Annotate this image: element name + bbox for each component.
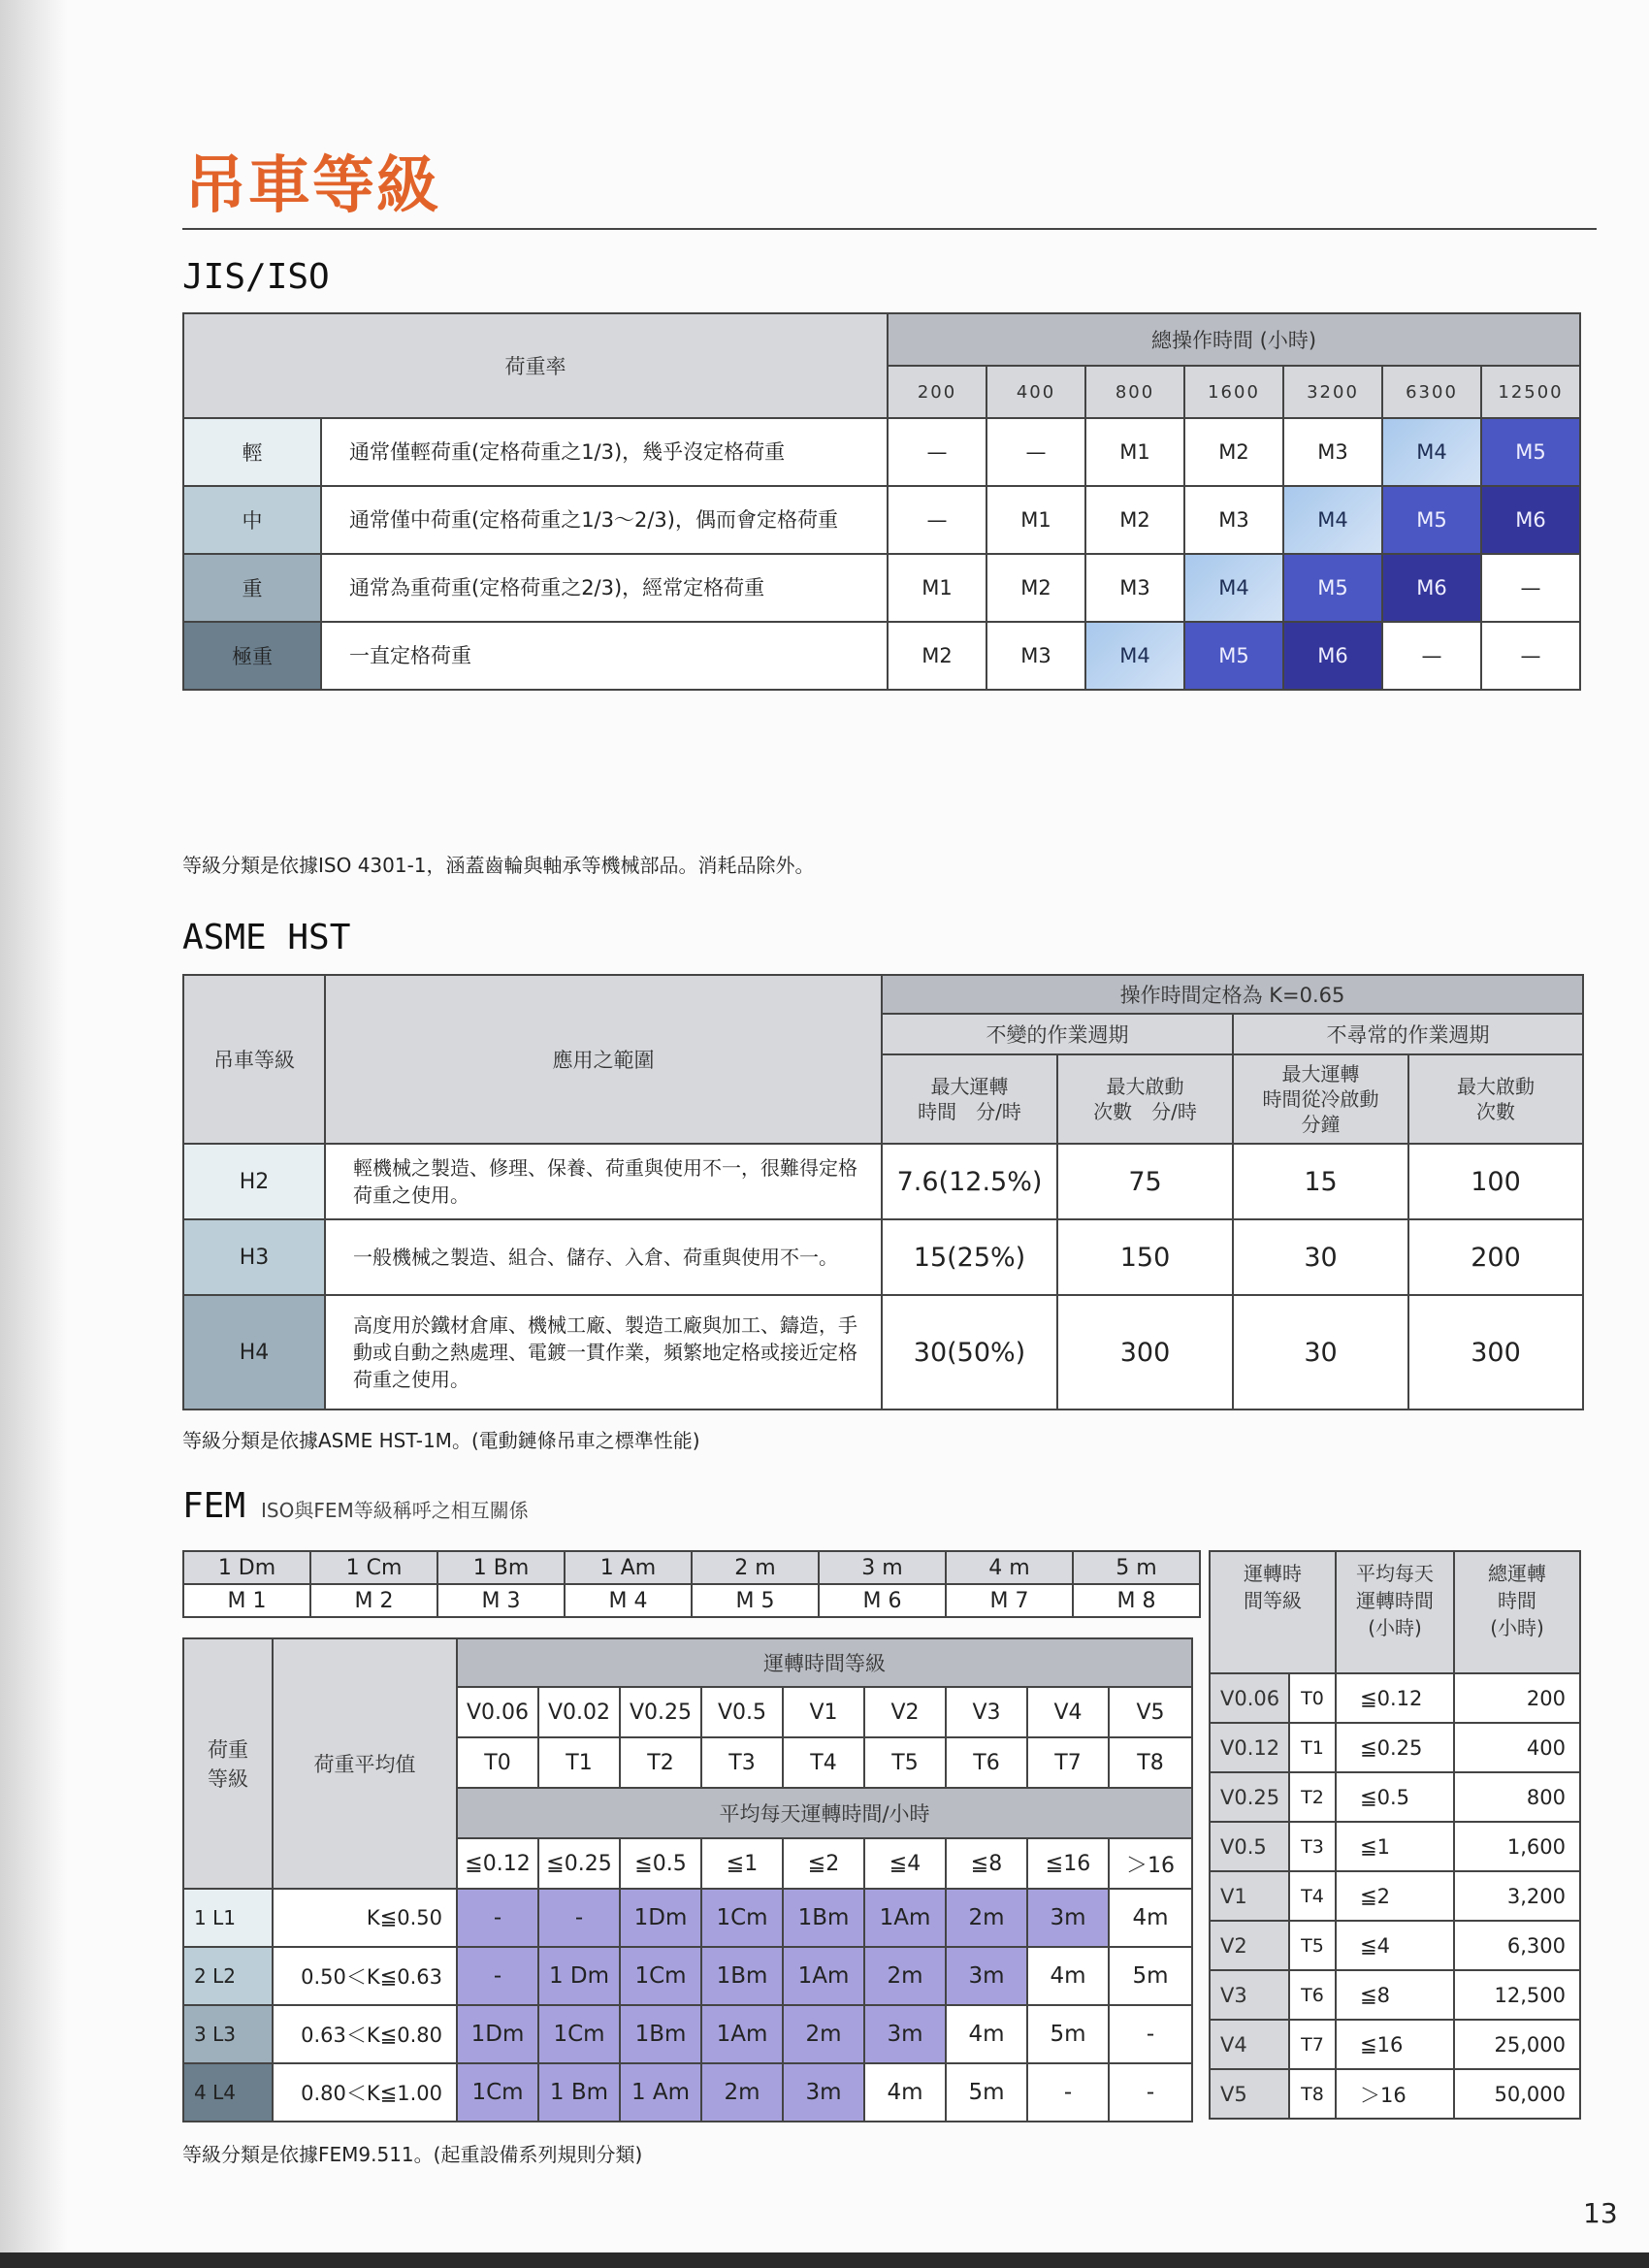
- run-class-t-cell: T8: [1109, 1737, 1192, 1788]
- fem-subheading: ISO與FEM等級稱呼之相互關係: [261, 1499, 529, 1522]
- run-avg-cell: ≦4: [1336, 1921, 1454, 1970]
- grade-cell: M6: [1382, 554, 1481, 622]
- run-v-cell: V1: [1210, 1871, 1289, 1921]
- daily-hours-cell: ≦1: [701, 1838, 783, 1889]
- fem-grade-cell: 2m: [783, 2005, 864, 2063]
- asme-value-cell: 200: [1408, 1219, 1583, 1295]
- irregular-cycle-header: 不尋常的作業週期: [1233, 1014, 1583, 1054]
- run-class-row: [1210, 1723, 1580, 1772]
- run-v-cell: V2: [1210, 1921, 1289, 1970]
- grade-cell: M2: [1184, 418, 1283, 486]
- run-total-cell: 1,600: [1454, 1822, 1580, 1871]
- run-avg-cell: ≦0.12: [1336, 1673, 1454, 1723]
- run-v-cell: V0.25: [1210, 1772, 1289, 1822]
- hour-col-header: 3200: [1283, 366, 1382, 418]
- grade-cell: M4: [1382, 418, 1481, 486]
- asme-value-cell: 300: [1408, 1295, 1583, 1409]
- grade-cell: —: [888, 486, 986, 554]
- run-class-row: [1210, 2020, 1580, 2069]
- hour-col-header: 12500: [1481, 366, 1580, 418]
- fem-iso-mapping-table: [182, 1550, 1201, 1618]
- fem-class-cell: 5 m: [1073, 1551, 1200, 1584]
- asme-value-cell: 75: [1057, 1144, 1233, 1219]
- fem-load-range-cell: 0.80＜K≦1.00: [273, 2063, 457, 2122]
- fem-class-cell: 1 Dm: [183, 1551, 310, 1584]
- asme-value-cell: 100: [1408, 1144, 1583, 1219]
- asme-application-cell: 一般機械之製造、組合、儲存、入倉、荷重與使用不一。: [325, 1219, 882, 1295]
- iso-class-cell: M 4: [565, 1584, 692, 1617]
- fem-grade-cell: 3m: [783, 2063, 864, 2122]
- grade-cell: M2: [986, 554, 1085, 622]
- iso-class-cell: M 7: [946, 1584, 1073, 1617]
- fem-grade-cell: 1Bm: [620, 2005, 701, 2063]
- page-title: 吊車等級: [184, 150, 440, 222]
- run-v-cell: V4: [1210, 2020, 1289, 2069]
- run-class-t-cell: T0: [457, 1737, 538, 1788]
- run-class-v-cell: V3: [946, 1687, 1027, 1737]
- fem-load-grade-cell: 1 L1: [183, 1889, 273, 1947]
- avg-daily-run-header: 平均每天 運轉時間 (小時): [1336, 1551, 1454, 1673]
- fem-grade-cell: 5m: [1027, 2005, 1109, 2063]
- fem-class-cell: 4 m: [946, 1551, 1073, 1584]
- fem-grade-cell: 3m: [946, 1947, 1027, 2005]
- run-total-cell: 800: [1454, 1772, 1580, 1822]
- run-class-v-cell: V0.25: [620, 1687, 701, 1737]
- jis-heading: JIS/ISO: [182, 257, 330, 297]
- run-avg-cell: ≦8: [1336, 1970, 1454, 2020]
- fem-grade-cell: 3m: [864, 2005, 946, 2063]
- hour-col-header: 1600: [1184, 366, 1283, 418]
- fem-grade-cell: 1Bm: [701, 1947, 783, 2005]
- grade-cell: —: [888, 418, 986, 486]
- asme-value-cell: 150: [1057, 1219, 1233, 1295]
- fem-grade-cell: 1Am: [864, 1889, 946, 1947]
- load-description: 一直定格荷重: [321, 622, 888, 690]
- run-t-cell: T8: [1289, 2069, 1336, 2119]
- grade-cell: M4: [1085, 622, 1184, 690]
- hour-col-header: 400: [986, 366, 1085, 418]
- fem-class-cell: 1 Cm: [310, 1551, 437, 1584]
- iso-class-cell: M 2: [310, 1584, 437, 1617]
- grade-cell: M1: [1085, 418, 1184, 486]
- grade-cell: M3: [1184, 486, 1283, 554]
- run-total-cell: 50,000: [1454, 2069, 1580, 2119]
- fem-grade-cell: 1Cm: [620, 1947, 701, 2005]
- grade-cell: —: [1481, 622, 1580, 690]
- grade-cell: M4: [1283, 486, 1382, 554]
- fem-load-grade-cell: 3 L3: [183, 2005, 273, 2063]
- grade-cell: M2: [888, 622, 986, 690]
- total-hours-header: 總操作時間 (小時): [888, 313, 1580, 366]
- fem-grade-cell: 1Am: [701, 2005, 783, 2063]
- run-class-t-cell: T2: [620, 1737, 701, 1788]
- load-rate-header: 荷重率: [183, 313, 888, 418]
- run-v-cell: V0.5: [1210, 1822, 1289, 1871]
- run-avg-cell: ≦1: [1336, 1822, 1454, 1871]
- asme-value-cell: 30(50%): [882, 1295, 1057, 1409]
- fem-grade-cell: 5m: [946, 2063, 1027, 2122]
- asme-subheader: 最大啟動 次數 分/時: [1057, 1054, 1233, 1144]
- run-class-row: [1210, 1772, 1580, 1822]
- daily-hours-cell: ≦2: [783, 1838, 864, 1889]
- run-class-v-cell: V1: [783, 1687, 864, 1737]
- grade-cell: M6: [1481, 486, 1580, 554]
- fem-grade-cell: 1 Am: [620, 2063, 701, 2122]
- run-v-cell: V5: [1210, 2069, 1289, 2119]
- asme-value-cell: 15(25%): [882, 1219, 1057, 1295]
- fem-grade-cell: 1 Bm: [538, 2063, 620, 2122]
- fem-grade-cell: 2m: [864, 1947, 946, 2005]
- run-avg-cell: ＞16: [1336, 2069, 1454, 2119]
- iso-class-cell: M 5: [692, 1584, 819, 1617]
- jis-row: [183, 622, 1580, 690]
- run-class-row: [1210, 2069, 1580, 2119]
- constant-cycle-header: 不變的作業週期: [882, 1014, 1233, 1054]
- run-class-row: [1210, 1822, 1580, 1871]
- asme-grade-cell: H3: [183, 1219, 325, 1295]
- asme-note: 等級分類是依據ASME HST-1M。(電動鏈條吊車之標準性能): [182, 1429, 700, 1452]
- run-t-cell: T4: [1289, 1871, 1336, 1921]
- daily-hours-cell: ≦0.25: [538, 1838, 620, 1889]
- asme-value-cell: 7.6(12.5%): [882, 1144, 1057, 1219]
- daily-hours-cell: ≦4: [864, 1838, 946, 1889]
- run-t-cell: T7: [1289, 2020, 1336, 2069]
- fem-grade-cell: 1Dm: [620, 1889, 701, 1947]
- asme-heading: ASME HST: [182, 918, 351, 957]
- asme-grade-header: 吊車等級: [183, 975, 325, 1144]
- page-number: 13: [1583, 2197, 1618, 2229]
- grade-cell: M5: [1283, 554, 1382, 622]
- asme-row: [183, 1144, 1583, 1219]
- asme-subheader: 最大運轉 時間從冷啟動 分鐘: [1233, 1054, 1408, 1144]
- daily-hours-cell: ＞16: [1109, 1838, 1192, 1889]
- fem-grade-cell: 4m: [864, 2063, 946, 2122]
- title-divider: [182, 228, 1597, 230]
- asme-value-cell: 30: [1233, 1219, 1408, 1295]
- run-avg-cell: ≦2: [1336, 1871, 1454, 1921]
- fem-row: [183, 1889, 1192, 1947]
- daily-hours-cell: ≦0.5: [620, 1838, 701, 1889]
- fem-class-cell: 2 m: [692, 1551, 819, 1584]
- jis-row: [183, 554, 1580, 622]
- fem-heading: FEM: [182, 1486, 246, 1526]
- grade-cell: M3: [1085, 554, 1184, 622]
- asme-grade-cell: H4: [183, 1295, 325, 1409]
- asme-row: [183, 1219, 1583, 1295]
- run-total-cell: 3,200: [1454, 1871, 1580, 1921]
- run-class-row: [1210, 1871, 1580, 1921]
- run-t-cell: T0: [1289, 1673, 1336, 1723]
- run-total-cell: 400: [1454, 1723, 1580, 1772]
- run-class-row: [1210, 1970, 1580, 2020]
- hour-col-header: 6300: [1382, 366, 1481, 418]
- asme-grade-cell: H2: [183, 1144, 325, 1219]
- grade-cell: —: [1481, 554, 1580, 622]
- fem-grade-cell: 4m: [1109, 1889, 1192, 1947]
- run-class-v-cell: V0.02: [538, 1687, 620, 1737]
- load-description: 通常僅輕荷重(定格荷重之1/3)，幾乎沒定格荷重: [321, 418, 888, 486]
- fem-load-table: [182, 1637, 1193, 2122]
- page-binding-shadow: [0, 0, 68, 2268]
- asme-application-cell: 輕機械之製造、修理、保養、荷重與使用不一，很難得定格荷重之使用。: [325, 1144, 882, 1219]
- fem-load-grade-cell: 2 L2: [183, 1947, 273, 2005]
- load-average-header: 荷重平均值: [273, 1638, 457, 1889]
- run-v-cell: V0.12: [1210, 1723, 1289, 1772]
- fem-note: 等級分類是依據FEM9.511。(起重設備系列規則分類): [182, 2143, 643, 2166]
- fem-grade-cell: 1Cm: [701, 1889, 783, 1947]
- load-level-cell: 重: [183, 554, 321, 622]
- run-class-v-cell: V0.5: [701, 1687, 783, 1737]
- fem-grade-cell: 1Cm: [457, 2063, 538, 2122]
- asme-hst-table: [182, 974, 1584, 1410]
- asme-op-time-header: 操作時間定格為 K=0.65: [882, 975, 1583, 1014]
- grade-cell: M4: [1184, 554, 1283, 622]
- daily-hours-cell: ≦8: [946, 1838, 1027, 1889]
- run-t-cell: T5: [1289, 1921, 1336, 1970]
- run-t-cell: T6: [1289, 1970, 1336, 2020]
- run-avg-cell: ≦16: [1336, 2020, 1454, 2069]
- jis-iso-table: [182, 312, 1581, 691]
- fem-grade-cell: -: [1109, 2063, 1192, 2122]
- run-class-table: [1209, 1550, 1581, 2120]
- fem-load-grade-cell: 4 L4: [183, 2063, 273, 2122]
- run-class-v-cell: V5: [1109, 1687, 1192, 1737]
- fem-grade-cell: 1Cm: [538, 2005, 620, 2063]
- fem-grade-cell: 1Am: [783, 1947, 864, 2005]
- run-avg-cell: ≦0.25: [1336, 1723, 1454, 1772]
- run-class-t-cell: T1: [538, 1737, 620, 1788]
- grade-cell: —: [1382, 622, 1481, 690]
- run-total-cell: 200: [1454, 1673, 1580, 1723]
- fem-grade-cell: 1Bm: [783, 1889, 864, 1947]
- fem-grade-cell: -: [457, 1947, 538, 2005]
- run-total-cell: 12,500: [1454, 1970, 1580, 2020]
- run-class-header: 運轉時間等級: [457, 1638, 1192, 1687]
- fem-grade-cell: 1 Dm: [538, 1947, 620, 2005]
- run-class-row: [1210, 1921, 1580, 1970]
- fem-heading-block: [182, 1486, 529, 1526]
- run-class-t-cell: T3: [701, 1737, 783, 1788]
- iso-class-cell: M 3: [437, 1584, 565, 1617]
- run-t-cell: T2: [1289, 1772, 1336, 1822]
- asme-value-cell: 30: [1233, 1295, 1408, 1409]
- asme-value-cell: 300: [1057, 1295, 1233, 1409]
- fem-grade-cell: 2m: [946, 1889, 1027, 1947]
- fem-grade-cell: 3m: [1027, 1889, 1109, 1947]
- daily-hours-cell: ≦0.12: [457, 1838, 538, 1889]
- grade-cell: —: [986, 418, 1085, 486]
- load-level-cell: 極重: [183, 622, 321, 690]
- load-description: 通常為重荷重(定格荷重之2/3)，經常定格荷重: [321, 554, 888, 622]
- load-level-cell: 中: [183, 486, 321, 554]
- jis-note: 等級分類是依據ISO 4301-1，涵蓋齒輪與軸承等機械部品。消耗品除外。: [182, 854, 815, 877]
- fem-grade-cell: -: [538, 1889, 620, 1947]
- fem-class-cell: 1 Am: [565, 1551, 692, 1584]
- run-total-cell: 25,000: [1454, 2020, 1580, 2069]
- asme-row: [183, 1295, 1583, 1409]
- total-run-header: 總運轉 時間 (小時): [1454, 1551, 1580, 1673]
- run-class-t-cell: T5: [864, 1737, 946, 1788]
- run-class-row: [1210, 1673, 1580, 1723]
- fem-grade-cell: 5m: [1109, 1947, 1192, 2005]
- run-v-cell: V0.06: [1210, 1673, 1289, 1723]
- run-total-cell: 6,300: [1454, 1921, 1580, 1970]
- fem-load-range-cell: K≦0.50: [273, 1889, 457, 1947]
- load-description: 通常僅中荷重(定格荷重之1/3〜2/3)，偶而會定格荷重: [321, 486, 888, 554]
- load-level-cell: 輕: [183, 418, 321, 486]
- fem-grade-cell: -: [1027, 2063, 1109, 2122]
- run-class-v-cell: V0.06: [457, 1687, 538, 1737]
- jis-row: [183, 418, 1580, 486]
- fem-class-cell: 3 m: [819, 1551, 946, 1584]
- grade-cell: M3: [1283, 418, 1382, 486]
- fem-grade-cell: 1Dm: [457, 2005, 538, 2063]
- grade-cell: M5: [1382, 486, 1481, 554]
- grade-cell: M3: [986, 622, 1085, 690]
- run-avg-cell: ≦0.5: [1336, 1772, 1454, 1822]
- fem-class-cell: 1 Bm: [437, 1551, 565, 1584]
- run-class-t-cell: T4: [783, 1737, 864, 1788]
- grade-cell: M1: [888, 554, 986, 622]
- run-t-cell: T3: [1289, 1822, 1336, 1871]
- bottom-edge-bar: [0, 2252, 1649, 2268]
- iso-class-cell: M 1: [183, 1584, 310, 1617]
- load-grade-header: 荷重 等級: [183, 1638, 273, 1889]
- grade-cell: M5: [1184, 622, 1283, 690]
- grade-cell: M1: [986, 486, 1085, 554]
- grade-cell: M2: [1085, 486, 1184, 554]
- run-class-t-cell: T6: [946, 1737, 1027, 1788]
- grade-cell: M5: [1481, 418, 1580, 486]
- fem-grade-cell: 4m: [1027, 1947, 1109, 2005]
- run-class-v-cell: V4: [1027, 1687, 1109, 1737]
- fem-load-range-cell: 0.50＜K≦0.63: [273, 1947, 457, 2005]
- fem-grade-cell: -: [457, 1889, 538, 1947]
- daily-hours-cell: ≦16: [1027, 1838, 1109, 1889]
- asme-subheader: 最大啟動 次數: [1408, 1054, 1583, 1144]
- grade-cell: M6: [1283, 622, 1382, 690]
- jis-row: [183, 486, 1580, 554]
- run-class-v-cell: V2: [864, 1687, 946, 1737]
- fem-row: [183, 2063, 1192, 2122]
- run-class-t-cell: T7: [1027, 1737, 1109, 1788]
- asme-value-cell: 15: [1233, 1144, 1408, 1219]
- run-v-cell: V3: [1210, 1970, 1289, 2020]
- fem-grade-cell: 2m: [701, 2063, 783, 2122]
- fem-load-range-cell: 0.63＜K≦0.80: [273, 2005, 457, 2063]
- avg-daily-hours-header: 平均每天運轉時間/小時: [457, 1788, 1192, 1838]
- asme-subheader: 最大運轉 時間 分/時: [882, 1054, 1057, 1144]
- iso-class-cell: M 8: [1073, 1584, 1200, 1617]
- fem-grade-cell: 4m: [946, 2005, 1027, 2063]
- hour-col-header: 200: [888, 366, 986, 418]
- asme-application-header: 應用之範圍: [325, 975, 882, 1144]
- iso-class-cell: M 6: [819, 1584, 946, 1617]
- run-class-header: 運轉時 間等級: [1210, 1551, 1336, 1673]
- fem-row: [183, 2005, 1192, 2063]
- fem-row: [183, 1947, 1192, 2005]
- fem-grade-cell: -: [1109, 2005, 1192, 2063]
- hour-col-header: 800: [1085, 366, 1184, 418]
- run-t-cell: T1: [1289, 1723, 1336, 1772]
- asme-application-cell: 高度用於鐵材倉庫、機械工廠、製造工廠與加工、鑄造，手動或自動之熱處理、電鍍一貫作業，頻繁地定格或接近定格荷重之使用。: [325, 1295, 882, 1409]
